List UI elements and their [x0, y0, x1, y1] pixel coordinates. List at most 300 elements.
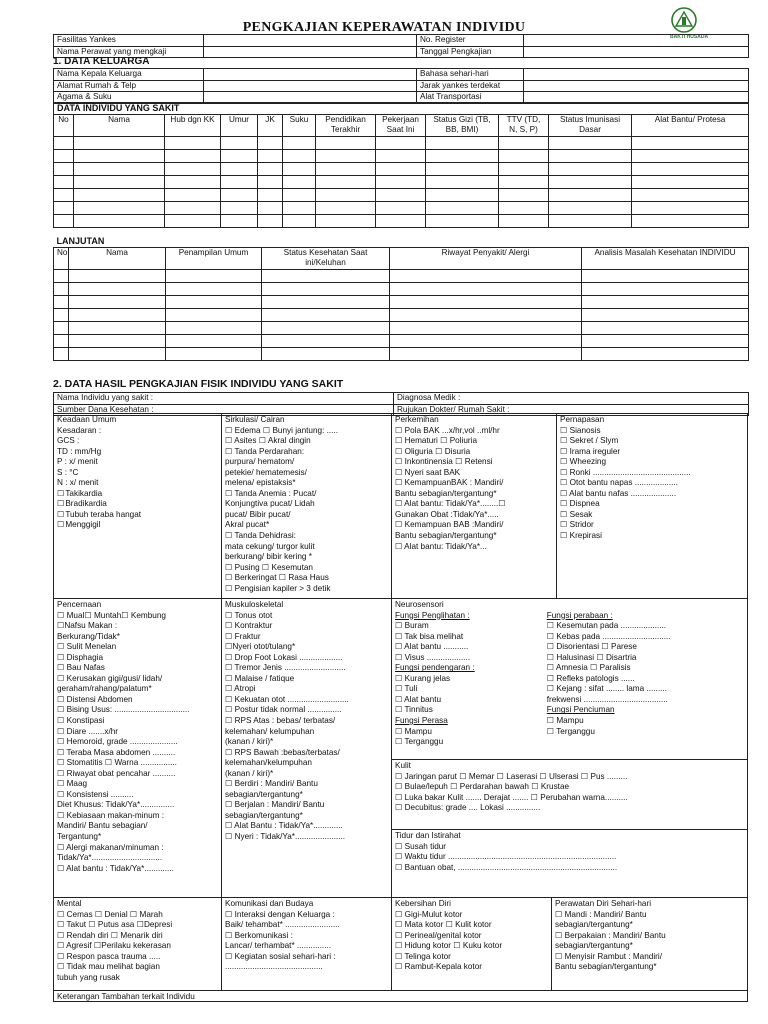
tidur-block [391, 829, 748, 898]
neuro-col2-line[interactable]: ☐ Kesemutan pada .................... [546, 621, 667, 631]
individu-cell[interactable] [316, 201, 376, 214]
keadaan-checks-line[interactable]: ☐ Tubuh teraba hangat [57, 510, 218, 521]
individu-cell[interactable] [74, 136, 165, 149]
perkemihan-lines-line[interactable]: Bantu sebagian/tergantung* [395, 488, 497, 498]
individu-cell[interactable] [221, 162, 258, 175]
perkemihan-lines-line[interactable]: ☐ KemampuanBAK : Mandiri/ [395, 478, 504, 488]
sirkulasi-lines-line[interactable]: pucat/ Bibir pucat/ [225, 509, 291, 519]
tidur-lines-line[interactable]: ☐ Susah tidur [395, 841, 447, 851]
sirkulasi-lines-line[interactable]: Konjungtiva pucat/ Lidah [225, 499, 315, 509]
individu-cell[interactable] [74, 149, 165, 162]
lanjutan-cell[interactable] [166, 347, 262, 360]
lanjutan-cell[interactable] [262, 282, 390, 295]
individu-cell[interactable] [283, 201, 316, 214]
pencernaan-lines-line[interactable]: ☐ Sulit Menelan [57, 642, 117, 652]
individu-cell[interactable] [376, 175, 426, 188]
neuro-col2-line[interactable]: ☐ Kebas pada .............................. [546, 631, 671, 641]
pencernaan-lines-line[interactable]: ☐ Kebiasaan makan-minum : [57, 810, 165, 820]
muskulo-lines-line[interactable]: ☐ Malaise / fatique [225, 673, 295, 683]
pencernaan-lines-line[interactable]: geraham/rahang/palatum* [57, 684, 152, 694]
sirkulasi-lines-line[interactable]: Akral pucat* [225, 520, 270, 530]
mental-block [53, 897, 222, 991]
individu-cell[interactable] [316, 188, 376, 201]
individu-cell[interactable] [316, 136, 376, 149]
pencernaan-lines-line[interactable]: ☐ Bau Nafas [57, 663, 105, 673]
keluarga-label-kepala: Nama Kepala Keluarga [54, 69, 204, 81]
sirkulasi-lines-line[interactable]: ☐ Tanda Perdarahan: [225, 446, 305, 456]
kulit-lines-line[interactable]: ☐ Decubitus: grade .... Lokasi ............... [395, 803, 541, 813]
sirkulasi-lines-line[interactable]: ☐ Berkeringat ☐ Rasa Haus [225, 573, 329, 583]
individu-cell[interactable] [549, 201, 632, 214]
individu-cell[interactable] [426, 201, 499, 214]
muskulo-lines-line[interactable]: sebagian/tergantung* [225, 789, 303, 799]
muskulo-lines-line[interactable]: ☐ Tonus otot [225, 610, 273, 620]
kebersihan-lines-line[interactable]: ☐ Telinga kotor [395, 951, 451, 961]
muskulo-lines-line[interactable]: ☐ Berjalan : Mandiri/ Bantu [225, 800, 325, 810]
lanjutan-row [54, 347, 749, 360]
header-value-tanggal[interactable] [524, 46, 749, 58]
individu-cell[interactable] [283, 175, 316, 188]
pencernaan-lines-line[interactable]: ☐ Stomatitis ☐ Warna ................ [57, 758, 177, 768]
lanjutan-cell[interactable] [262, 334, 390, 347]
lanjutan-cell[interactable] [166, 295, 262, 308]
sirkulasi-lines-line[interactable]: mata cekung/ turgor kulit [225, 541, 315, 551]
neuro-col2c-line[interactable]: ☐ Mampu [546, 716, 584, 726]
individu-cell[interactable] [549, 136, 632, 149]
komunikasi-lines-line[interactable]: ☐ Interaksi dengan Keluarga : [225, 909, 335, 919]
perkemihan-lines-line[interactable]: ☐ Inkontinensia ☐ Retensi [395, 457, 493, 467]
lanjutan-cell[interactable] [262, 321, 390, 334]
pernapasan-title: Pernapasan [560, 415, 605, 424]
keluarga-value-alamat[interactable] [204, 80, 417, 92]
keadaan-lines-line[interactable]: S : °C [57, 467, 79, 477]
individu-cell[interactable] [54, 214, 74, 227]
mental-lines-line[interactable]: ☐ Takut ☐ Putus asa ☐Depresi [57, 920, 173, 930]
pernapasan-lines-line[interactable]: ☐ Stridor [560, 520, 594, 530]
keluarga-value-kepala[interactable] [204, 69, 417, 81]
lanjutan-cell[interactable] [69, 321, 166, 334]
individu-cell[interactable] [632, 175, 749, 188]
keadaan-lines-line[interactable]: P : x/ menit [57, 457, 98, 467]
keluarga-label-alamat: Alamat Rumah & Telp [54, 80, 204, 92]
muskulo-lines-line[interactable]: ☐ Atropi [225, 684, 256, 694]
individu-cell[interactable] [316, 149, 376, 162]
individu-cell[interactable] [376, 201, 426, 214]
lanjutan-cell[interactable] [390, 295, 582, 308]
individu-cell[interactable] [258, 175, 283, 188]
neuro-col1-line[interactable]: ☐ Alat bantu ........... [395, 642, 469, 652]
individu-cell[interactable] [426, 149, 499, 162]
lanjutan-cell[interactable] [262, 347, 390, 360]
lcol-no: No [54, 247, 69, 269]
perawatan-lines-line[interactable]: Bantu sebagian/tergantung* [555, 962, 657, 972]
individu-cell[interactable] [283, 136, 316, 149]
neuro-col2-line[interactable]: ☐ Halusinasi ☐ Disartria [546, 652, 637, 662]
lanjutan-cell[interactable] [390, 269, 582, 282]
komunikasi-lines-line[interactable]: ☐ Kegiatan sosial sehari-hari : [225, 951, 336, 961]
pernapasan-lines-line[interactable]: ☐ Sianosis [560, 425, 601, 435]
lanjutan-cell[interactable] [582, 347, 749, 360]
muskulo-lines-line[interactable]: ☐ Nyeri : Tidak/Ya*...................... [225, 832, 346, 842]
lanjutan-cell[interactable] [390, 334, 582, 347]
individu-cell[interactable] [426, 188, 499, 201]
komunikasi-lines-line[interactable]: ........................................... [225, 962, 323, 972]
lanjutan-cell[interactable] [390, 282, 582, 295]
individu-cell[interactable] [376, 214, 426, 227]
muskulo-lines-line[interactable]: kelemahan/ kelumpuhan [225, 726, 315, 736]
mental-lines-line[interactable]: ☐ Rendah diri ☐ Menarik diri [57, 930, 163, 940]
pernapasan-lines-line[interactable]: ☐ Wheezing [560, 457, 607, 467]
lanjutan-cell[interactable] [69, 334, 166, 347]
lanjutan-cell[interactable] [69, 347, 166, 360]
lanjutan-cell[interactable] [262, 269, 390, 282]
kulit-lines-line[interactable]: ☐ Jaringan parut ☐ Memar ☐ Laserasi ☐ Ulserasi ☐ Pus ......... [395, 771, 628, 781]
pencernaan-lines-line[interactable]: ☐ Diare .......x/hr [57, 726, 119, 736]
keluarga-value-bahasa[interactable] [524, 69, 749, 81]
individu-cell[interactable] [283, 214, 316, 227]
perkemihan-lines-line[interactable]: ☐ Pola BAK ...x/hr,vol ..ml/hr [395, 425, 500, 435]
muskulo-lines-line[interactable]: ☐ Berdiri : Mandiri/ Bantu [225, 779, 318, 789]
individu-cell[interactable] [376, 149, 426, 162]
pencernaan-lines-line[interactable]: ☐ Alat bantu : Tidak/Ya*............. [57, 863, 174, 873]
mental-lines-line[interactable]: tubuh yang rusak [57, 972, 120, 982]
individu-cell[interactable] [376, 136, 426, 149]
individu-cell[interactable] [258, 149, 283, 162]
lanjutan-cell[interactable] [54, 321, 69, 334]
lcol-analisis: Analisis Masalah Kesehatan INDIVIDU [582, 247, 749, 269]
individu-cell[interactable] [165, 188, 221, 201]
sirkulasi-lines-line[interactable]: berkurang/ bibir kering * [225, 552, 312, 562]
individu-cell[interactable] [316, 175, 376, 188]
lanjutan-cell[interactable] [390, 321, 582, 334]
individu-cell[interactable] [549, 149, 632, 162]
muskulo-lines-line[interactable]: ☐ Kekuatan otot ........................... [225, 694, 349, 704]
kulit-lines-line[interactable]: ☐ Bulae/lepuh ☐ Perdarahan bawah ☐ Krustae [395, 782, 570, 792]
perkemihan-lines-line[interactable]: Gunakan Obat :Tidak/Ya*..... [395, 509, 499, 519]
lanjutan-cell[interactable] [54, 269, 69, 282]
perkemihan-lines-line[interactable]: Bantu sebagian/tergantung* [395, 531, 497, 541]
neuro-col2-line[interactable]: ☐ Amnesia ☐ Paralisis [546, 663, 631, 673]
perawatan-lines-line[interactable]: ☐ Berpakaian : Mandiri/ Bantu [555, 930, 666, 940]
individu-cell[interactable] [426, 136, 499, 149]
neuro-col1-line[interactable]: ☐ Tak bisa melihat [395, 631, 464, 641]
individu-cell[interactable] [499, 162, 549, 175]
kebersihan-lines-line[interactable]: ☐ Gigi-Mulut kotor [395, 909, 463, 919]
keadaan-checks-line[interactable]: ☐ Menggigil [57, 520, 218, 531]
col-ttv: TTV (TD, N, S, P) [499, 114, 549, 136]
lanjutan-cell[interactable] [582, 269, 749, 282]
perawatan-lines-line[interactable]: ☐ Mandi : Mandiri/ Bantu [555, 909, 647, 919]
individu-cell[interactable] [632, 136, 749, 149]
individu-cell[interactable] [221, 149, 258, 162]
keadaan-checks-line[interactable]: ☐ Bradikardia [57, 499, 218, 510]
individu-cell[interactable] [499, 149, 549, 162]
individu-cell[interactable] [165, 149, 221, 162]
individu-cell[interactable] [632, 162, 749, 175]
individu-cell[interactable] [258, 136, 283, 149]
keadaan-lines-line[interactable]: GCS : [57, 436, 80, 446]
neuro-col1b-line[interactable]: ☐ Kurang jelas [395, 673, 451, 683]
individu-cell[interactable] [632, 214, 749, 227]
header-value-register[interactable] [524, 35, 749, 47]
lanjutan-cell[interactable] [166, 269, 262, 282]
individu-cell[interactable] [258, 162, 283, 175]
lanjutan-cell[interactable] [54, 295, 69, 308]
neuro-col2-line[interactable]: ☐ Disorientasi ☐ Parese [546, 642, 637, 652]
keluarga-value-jarak[interactable] [524, 80, 749, 92]
lanjutan-cell[interactable] [390, 308, 582, 321]
individu-cell[interactable] [74, 201, 165, 214]
individu-cell[interactable] [165, 201, 221, 214]
individu-cell[interactable] [499, 201, 549, 214]
lcol-riwayat: Riwayat Penyakit/ Alergi [390, 247, 582, 269]
individu-cell[interactable] [221, 136, 258, 149]
individu-cell[interactable] [221, 214, 258, 227]
keadaan-lines-line[interactable]: Kesadaran : [57, 425, 102, 435]
sirkulasi-lines-line[interactable]: ☐ Edema ☐ Bunyi jantung: ..... [225, 425, 338, 435]
lanjutan-cell[interactable] [69, 269, 166, 282]
individu-cell[interactable] [258, 214, 283, 227]
individu-cell[interactable] [376, 162, 426, 175]
individu-cell[interactable] [283, 188, 316, 201]
kebersihan-lines-line[interactable]: ☐ Hidung kotor ☐ Kuku kotor [395, 941, 503, 951]
pencernaan-lines-line[interactable]: ☐ Maag [57, 779, 88, 789]
individu-cell[interactable] [632, 149, 749, 162]
sirkulasi-lines-line[interactable]: melena/ epistaksis* [225, 478, 296, 488]
pencernaan-lines-line[interactable]: ☐ Alergi makanan/minuman : [57, 842, 164, 852]
muskulo-lines-line[interactable]: ☐ Alat Bantu : Tidak/Ya*............. [225, 821, 343, 831]
header-value-perawat[interactable] [204, 46, 417, 58]
pencernaan-lines-line[interactable]: Diet Khusus: Tidak/Ya*............... [57, 800, 175, 810]
neuro-col1b-line[interactable]: ☐ Tuli [395, 684, 418, 694]
keadaan-checks-line[interactable]: ☐ Takikardia [57, 489, 218, 500]
neuro-col2b-line[interactable]: frekwensi ..................................... [546, 694, 668, 704]
neuro-col1c-line[interactable]: ☐ Terganggu [395, 737, 444, 747]
individu-cell[interactable] [258, 201, 283, 214]
individu-cell[interactable] [54, 162, 74, 175]
neuro-col1b-line[interactable]: ☐ Tinnitus [395, 705, 433, 715]
pencernaan-lines-line[interactable]: ☐ Distensi Abdomen [57, 694, 133, 704]
pencernaan-lines-line[interactable]: Tidak/Ya*............................... [57, 853, 163, 863]
neuro-col2b-line[interactable]: ☐ Kejang : sifat ........ lama ......... [546, 684, 667, 694]
pernapasan-lines-line[interactable]: ☐ Irama ireguler [560, 446, 621, 456]
individu-cell[interactable] [632, 201, 749, 214]
muskulo-lines-line[interactable]: ☐ Tremor Jenis ........................... [225, 663, 346, 673]
individu-cell[interactable] [165, 136, 221, 149]
neuro-col1c-line[interactable]: ☐ Mampu [395, 726, 432, 736]
muskulo-lines-line[interactable]: ☐ Kontraktur [225, 621, 273, 631]
lanjutan-cell[interactable] [582, 295, 749, 308]
individu-cell[interactable] [499, 175, 549, 188]
neuro-col1-line[interactable]: ☐ Visus ................... [395, 652, 470, 662]
individu-cell[interactable] [549, 188, 632, 201]
lanjutan-cell[interactable] [69, 295, 166, 308]
pernapasan-lines-line[interactable]: ☐ Ronki ........................................... [560, 467, 691, 477]
sirkulasi-lines-line[interactable]: ☐ Pengisian kapiler > 3 detik [225, 583, 331, 593]
kulit-lines-line[interactable]: ☐ Luka bakar Kulit ....... Derajat ....... ☐ Perubahan warna.......... [395, 792, 628, 802]
sirkulasi-lines-line[interactable]: petekie/ hematemesis/ [225, 467, 307, 477]
keadaan-lines-line[interactable]: TD : mm/Hg [57, 446, 102, 456]
muskulo-lines-line[interactable]: (kanan / kiri)* [225, 768, 274, 778]
individu-cell[interactable] [165, 214, 221, 227]
pencernaan-lines-line[interactable]: ☐ Disphagia [57, 652, 104, 662]
lanjutan-cell[interactable] [262, 295, 390, 308]
individu-cell[interactable] [549, 214, 632, 227]
sirkulasi-lines-line[interactable]: ☐ Asites ☐ Akral dingin [225, 436, 311, 446]
lanjutan-cell[interactable] [69, 308, 166, 321]
individu-cell[interactable] [54, 188, 74, 201]
muskulo-lines-line[interactable]: ☐Nyeri otot/tulang* [225, 642, 296, 652]
individu-cell[interactable] [316, 214, 376, 227]
individu-row [54, 175, 749, 188]
header-label-tanggal: Tanggal Pengkajian [417, 46, 524, 58]
individu-cell[interactable] [499, 214, 549, 227]
individu-cell[interactable] [316, 162, 376, 175]
pencernaan-lines-line[interactable]: ☐ Bising Usus: ................................. [57, 705, 190, 715]
individu-cell[interactable] [426, 214, 499, 227]
individu-row [54, 201, 749, 214]
pencernaan-lines-line[interactable]: ☐Nafsu Makan : [57, 621, 118, 631]
pencernaan-lines-line[interactable]: ☐ Hemoroid, grade ..................... [57, 737, 178, 747]
individu-cell[interactable] [221, 201, 258, 214]
lanjutan-cell[interactable] [582, 334, 749, 347]
pencernaan-lines-line[interactable]: ☐ Konsistensi .......... [57, 789, 134, 799]
lanjutan-cell[interactable] [166, 321, 262, 334]
kebersihan-lines-line[interactable]: ☐ Rambut-Kepala kotor [395, 962, 482, 972]
tidur-lines-line[interactable]: ☐ Waktu tidur .......................................................................... [395, 852, 617, 862]
pencernaan-lines-line[interactable]: ☐ Mual☐ Muntah☐ Kembung [57, 610, 166, 620]
lanjutan-cell[interactable] [582, 308, 749, 321]
keadaan-lines-line[interactable]: N : x/ menit [57, 478, 99, 488]
mental-lines-line[interactable]: ☐ Respon pasca trauma ..... [57, 951, 161, 961]
individu-cell[interactable] [549, 162, 632, 175]
tidur-lines-line[interactable]: ☐ Bantuan obat, ...................................................................... [395, 862, 618, 872]
muskulo-lines-line[interactable]: sebagian/tergantung* [225, 810, 303, 820]
lanjutan-cell[interactable] [166, 334, 262, 347]
mental-lines-line[interactable]: ☐ Cemas ☐ Denial ☐ Marah [57, 909, 163, 919]
pencernaan-lines-line[interactable]: ☐ Teraba Masa abdomen .......... [57, 747, 176, 757]
individu-cell[interactable] [165, 175, 221, 188]
sirkulasi-lines-line[interactable]: ☐ Tanda Dehidrasi: [225, 531, 296, 541]
individu-cell[interactable] [74, 188, 165, 201]
perawatan-lines-line[interactable]: sebagian/tergantung* [555, 920, 633, 930]
keterangan-tambahan[interactable] [53, 990, 748, 1002]
lanjutan-cell[interactable] [390, 347, 582, 360]
pencernaan-lines-line[interactable]: Mandiri/ Bantu sebagian/ [57, 821, 148, 831]
perkemihan-lines-line[interactable]: ☐ Alat bantu: Tidak/Ya*... [395, 541, 487, 551]
neuro-col1-line[interactable]: ☐ Buram [395, 621, 429, 631]
pernapasan-lines-line[interactable]: ☐ Sekret / Slym [560, 436, 619, 446]
individu-cell[interactable] [283, 162, 316, 175]
muskulo-lines-line[interactable]: ☐ Drop Foot Lokasi ................... [225, 652, 343, 662]
pencernaan-lines-line[interactable]: ☐ Konstipasi [57, 716, 105, 726]
individu-cell[interactable] [74, 175, 165, 188]
lanjutan-cell[interactable] [69, 282, 166, 295]
pencernaan-title: Pencernaan [57, 600, 102, 609]
individu-cell[interactable] [221, 188, 258, 201]
header-value-fasilitas[interactable] [204, 35, 417, 47]
neuro-col1b-line[interactable]: ☐ Alat bantu [395, 694, 442, 704]
pernapasan-lines-line[interactable]: ☐ Krepirasi [560, 531, 602, 541]
pencernaan-lines-line[interactable]: ☐ Riwayat obat pencahar .......... [57, 768, 176, 778]
individu-cell[interactable] [549, 175, 632, 188]
individu-cell[interactable] [221, 175, 258, 188]
pencernaan-lines-line[interactable]: ☐ Kerusakan gigi/gusi/ lidah/ [57, 673, 163, 683]
individu-cell[interactable] [54, 201, 74, 214]
muskulo-lines-line[interactable]: kelemahan/kelumpuhan [225, 758, 312, 768]
muskulo-lines-line[interactable]: ☐ RPS Atas : bebas/ terbatas/ [225, 716, 336, 726]
muskulo-lines-line[interactable]: (kanan / kiri)* [225, 737, 274, 747]
neuro-col2b-line[interactable]: ☐ Refleks patologis ...... [546, 673, 635, 683]
individu-cell[interactable] [74, 214, 165, 227]
individu-cell[interactable] [54, 175, 74, 188]
individu-cell[interactable] [426, 162, 499, 175]
lanjutan-cell[interactable] [262, 308, 390, 321]
lanjutan-cell[interactable] [54, 334, 69, 347]
komunikasi-lines-line[interactable]: Baik/ tehambat* ........................ [225, 920, 340, 930]
muskulo-lines-line[interactable]: ☐ RPS Bawah :bebas/terbatas/ [225, 747, 340, 757]
individu-cell[interactable] [283, 149, 316, 162]
mental-lines-line[interactable]: ☐ Agresif ☐Perilaku kekerasan [57, 941, 171, 951]
pernapasan-lines-line[interactable]: ☐ Dispnea [560, 499, 600, 509]
mental-lines-line[interactable]: ☐ Tidak mau melihat bagian [57, 962, 160, 972]
individu-cell[interactable] [499, 136, 549, 149]
lanjutan-cell[interactable] [166, 308, 262, 321]
muskulo-lines-line[interactable]: ☐ Fraktur [225, 631, 261, 641]
col-suku: Suku [283, 114, 316, 136]
pencernaan-lines-line[interactable]: Berkurang/Tidak* [57, 631, 120, 641]
perkemihan-lines-line[interactable]: ☐ Nyeri saat BAK [395, 467, 461, 477]
kebersihan-lines-line[interactable]: ☐ Mata kotor ☐ Kulit kotor [395, 920, 492, 930]
individu-cell[interactable] [258, 188, 283, 201]
sirkulasi-lines-line[interactable]: ☐ Pusing ☐ Kesemutan [225, 562, 313, 572]
neuro-col2c-line[interactable]: ☐ Terganggu [546, 726, 595, 736]
sirkulasi-lines-line[interactable]: purpura/ hematom/ [225, 457, 295, 467]
individu-cell[interactable] [376, 188, 426, 201]
pernapasan-lines-line[interactable]: ☐ Otot bantu napas ................... [560, 478, 678, 488]
perkemihan-lines-line[interactable]: ☐ Oliguria ☐ Disuria [395, 446, 471, 456]
perawatan-lines-line[interactable]: ☐ Menyisir Rambut : Mandiri/ [555, 951, 662, 961]
lanjutan-cell[interactable] [54, 308, 69, 321]
lanjutan-cell[interactable] [166, 282, 262, 295]
individu-cell[interactable] [54, 136, 74, 149]
komunikasi-lines-line[interactable]: ☐ Berkomunikasi : [225, 930, 293, 940]
perkemihan-lines-line[interactable]: ☐ Alat bantu: Tidak/Ya*........☐ [395, 499, 506, 509]
pernapasan-lines-line[interactable]: ☐ Alat bantu nafas .................... [560, 488, 677, 498]
individu-cell[interactable] [54, 149, 74, 162]
lanjutan-cell[interactable] [582, 321, 749, 334]
perkemihan-lines-line[interactable]: ☐ Kemampuan BAB :Mandiri/ [395, 520, 504, 530]
individu-cell[interactable] [426, 175, 499, 188]
komunikasi-lines-line[interactable]: Lancar/ terhambat* ............... [225, 941, 332, 951]
neuro-penciuman-title: Fungsi Penciuman [546, 705, 615, 715]
lanjutan-cell[interactable] [582, 282, 749, 295]
col-umur: Umur [221, 114, 258, 136]
perawatan-lines-line[interactable]: sebagian/tergantung* [555, 941, 633, 951]
muskulo-lines-line[interactable]: ☐ Postur tidak normal ............... [225, 705, 342, 715]
pencernaan-lines-line[interactable]: Tergantung* [57, 832, 102, 842]
kebersihan-lines-line[interactable]: ☐ Perineal/genital kotor [395, 930, 482, 940]
individu-cell[interactable] [632, 188, 749, 201]
individu-cell[interactable] [499, 188, 549, 201]
sirkulasi-lines-line[interactable]: ☐ Tanda Anemia : Pucat/ [225, 488, 317, 498]
lanjutan-cell[interactable] [54, 347, 69, 360]
individu-cell[interactable] [74, 162, 165, 175]
individu-cell[interactable] [165, 162, 221, 175]
perkemihan-lines-line[interactable]: ☐ Hematuri ☐ Poliuria [395, 436, 478, 446]
lanjutan-cell[interactable] [54, 282, 69, 295]
pernapasan-lines-line[interactable]: ☐ Sesak [560, 509, 593, 519]
